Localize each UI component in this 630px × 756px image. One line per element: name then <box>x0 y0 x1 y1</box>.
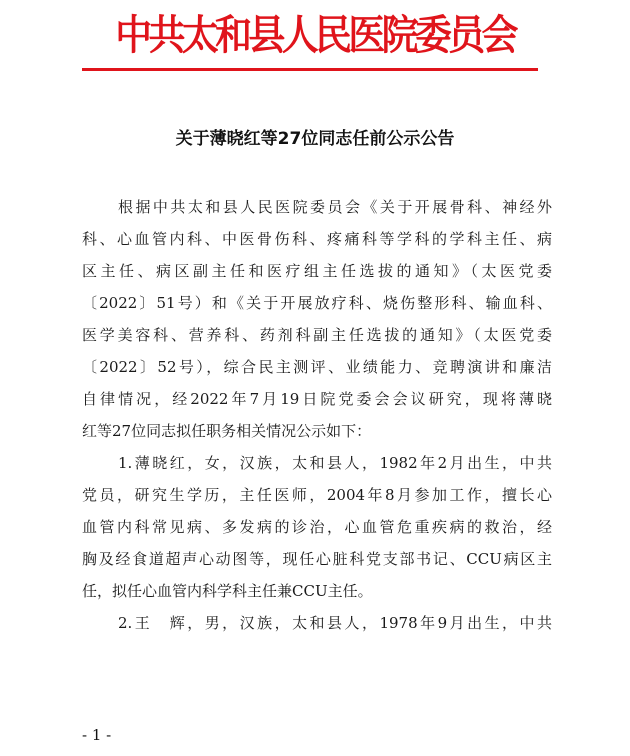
body-line: 任，拟任心血管内科学科主任兼CCU主任。 <box>82 582 373 600</box>
document-title: 关于薄晓红等27位同志任前公示公告 <box>175 129 455 149</box>
page-number: - 1 - <box>82 726 112 744</box>
body-line: 医学美容科、营养科、药剂科副主任选拔的通知》（太医党委 <box>82 326 552 344</box>
body-line: 2.王 辉，男，汉族，太和县人，1978年9月出生，中共 <box>118 614 552 632</box>
body-line: 科、心血管内科、中医骨伤科、疼痛科等学科的学科主任、病 <box>82 230 552 248</box>
body-line: 根据中共太和县人民医院委员会《关于开展骨科、神经外 <box>118 198 552 216</box>
body-line: 〔2022〕52号），综合民主测评、业绩能力、竞聘演讲和廉洁 <box>82 358 552 376</box>
body-line: 党员，研究生学历，主任医师，2004年8月参加工作，擅长心 <box>82 486 552 504</box>
document-body <box>82 191 552 639</box>
body-line: 胸及经食道超声心动图等，现任心脏科党支部书记、CCU病区主 <box>82 550 552 568</box>
body-line: 〔2022〕51号）和《关于开展放疗科、烧伤整形科、输血科、 <box>82 294 552 312</box>
body-line: 1.薄晓红，女，汉族，太和县人，1982年2月出生，中共 <box>118 454 552 472</box>
letterhead-divider <box>82 68 538 71</box>
org-letterhead: 中共太和县人民医院委员会 <box>115 11 515 59</box>
body-line: 红等27位同志拟任职务相关情况公示如下： <box>82 422 372 440</box>
body-line: 区主任、病区副主任和医疗组主任选拔的通知》（太医党委 <box>82 262 552 280</box>
body-line: 自律情况，经2022年7月19日院党委会会议研究，现将薄晓 <box>82 390 552 408</box>
body-line: 血管内科常见病、多发病的诊治，心血管危重疾病的救治，经 <box>82 518 552 536</box>
